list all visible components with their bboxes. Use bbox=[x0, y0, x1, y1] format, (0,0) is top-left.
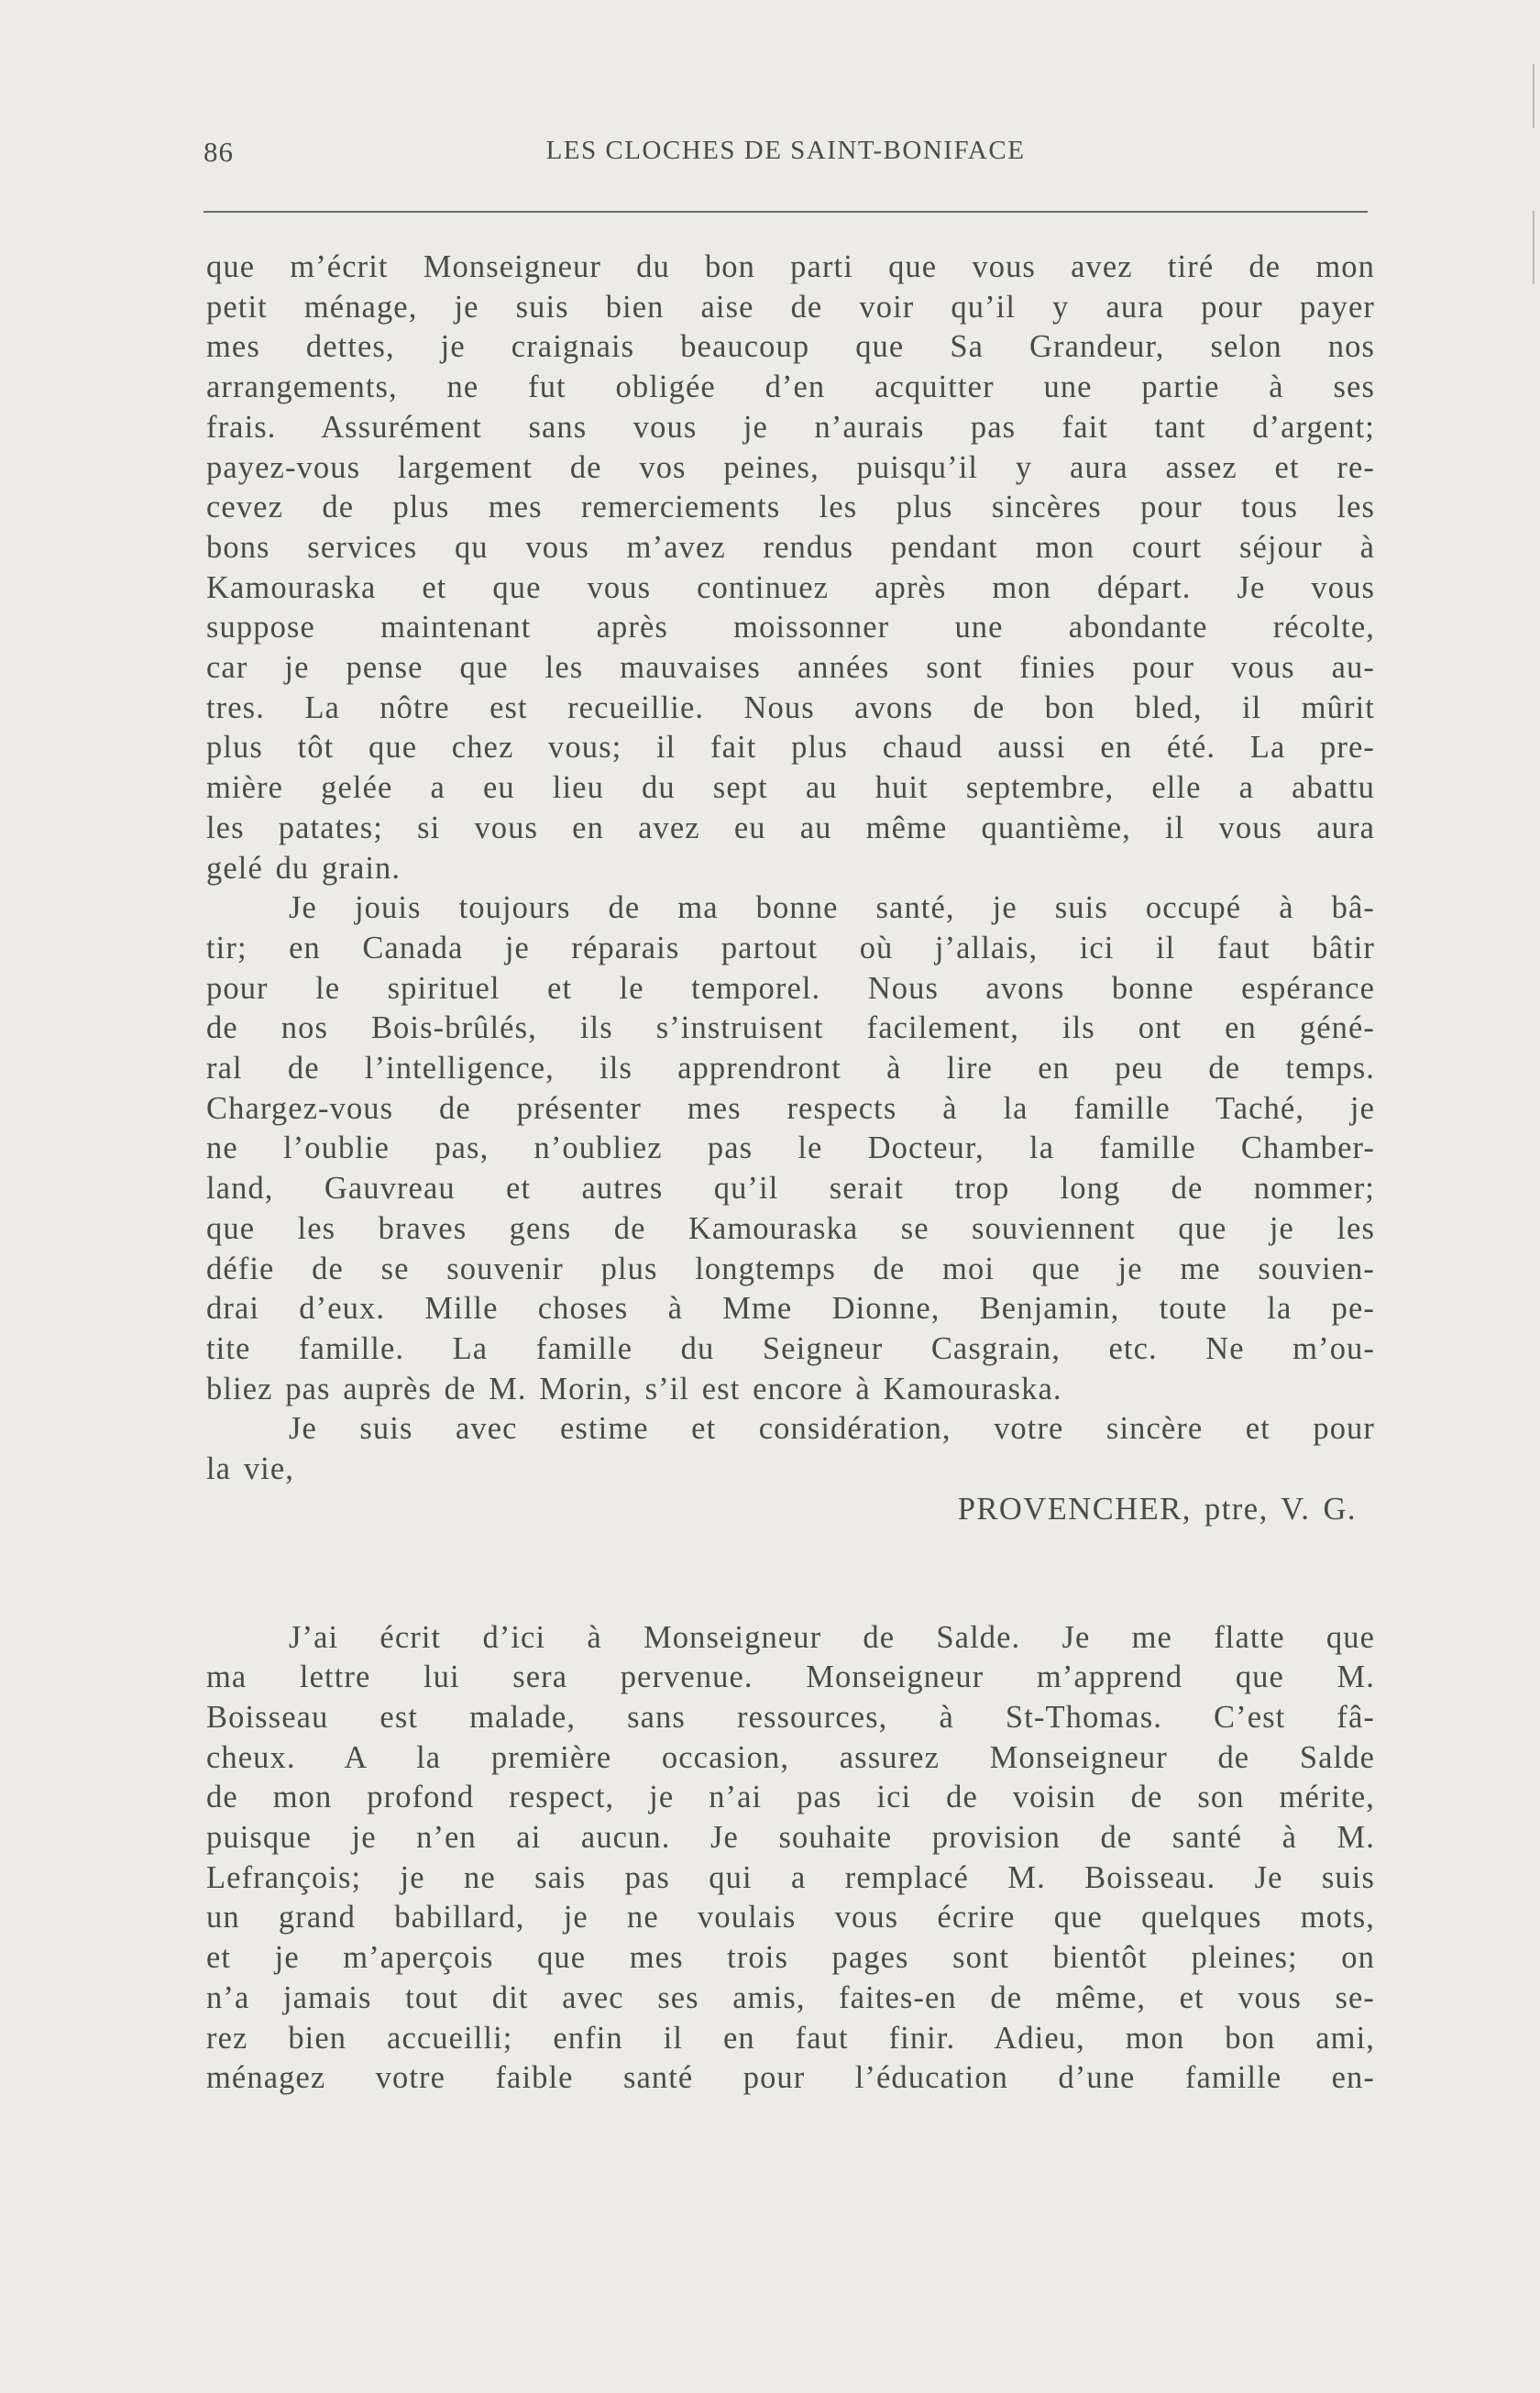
text-line: arrangements, ne fut obligée d’en acquitter une partie à ses bbox=[206, 369, 1375, 405]
text-line: car je pense que les mauvaises années sont finies pour vous au- bbox=[206, 650, 1375, 686]
text-line: gelé du grain. bbox=[206, 850, 402, 886]
text-line: tir; en Canada je réparais partout où j’allais, ici il faut bâtir bbox=[206, 930, 1375, 965]
running-title: LES CLOCHES DE SAINT-BONIFACE bbox=[545, 136, 1026, 165]
text-line: puisque je n’en ai aucun. Je souhaite provision de santé à M. bbox=[206, 1820, 1375, 1856]
text-line: n’a jamais tout dit avec ses amis, faites-en de même, et vous se- bbox=[206, 1979, 1375, 2015]
text-line: rez bien accueilli; enfin il en faut finir. Adieu, mon bon ami, bbox=[206, 2020, 1375, 2056]
text-line: mes dettes, je craignais beaucoup que Sa Grandeur, selon nos bbox=[206, 329, 1375, 365]
text-line: un grand babillard, je ne voulais vous écrire que quelques mots, bbox=[206, 1900, 1375, 1935]
text-line: que m’écrit Monseigneur du bon parti que vous avez tiré de mon bbox=[206, 249, 1375, 284]
text-line: drai d’eux. Mille choses à Mme Dionne, Benjamin, toute la pe- bbox=[206, 1291, 1375, 1327]
text-line: Lefrançois; je ne sais pas qui a remplacé M. Boisseau. Je suis bbox=[206, 1859, 1375, 1895]
text-line: suppose maintenant après moissonner une abondante récolte, bbox=[206, 610, 1375, 645]
text-line: ne l’oublie pas, n’oubliez pas le Docteur, la famille Chamber- bbox=[206, 1130, 1375, 1166]
text-line: mière gelée a eu lieu du sept au huit septembre, elle a abattu bbox=[206, 770, 1375, 806]
paragraph-1 bbox=[206, 248, 1375, 888]
text-line: cheux. A la première occasion, assurez Monseigneur de Salde bbox=[206, 1739, 1375, 1775]
text-line: de nos Bois-brûlés, ils s’instruisent facilement, ils ont en géné- bbox=[206, 1010, 1375, 1046]
text-line: que les braves gens de Kamouraska se souviennent que je les bbox=[206, 1210, 1375, 1246]
text-line: J’ai écrit d’ici à Monseigneur de Salde. Je me flatte que bbox=[289, 1619, 1375, 1655]
section-gap bbox=[206, 1530, 1375, 1618]
text-line: frais. Assurément sans vous je n’aurais pas fait tant d’argent; bbox=[206, 409, 1375, 445]
text-line: Je jouis toujours de ma bonne santé, je suis occupé à bâ- bbox=[289, 890, 1375, 926]
text-line: Chargez-vous de présenter mes respects à la famille Taché, je bbox=[206, 1090, 1375, 1126]
page-header bbox=[204, 136, 1368, 182]
paragraph-2 bbox=[206, 888, 1375, 1409]
text-line: ma lettre lui sera pervenue. Monseigneur m’apprend que M. bbox=[206, 1660, 1375, 1695]
header-rule bbox=[204, 211, 1368, 213]
text-line: de mon profond respect, je n’ai pas ici de voisin de son mérite, bbox=[206, 1780, 1375, 1815]
text-line: tite famille. La famille du Seigneur Casgrain, etc. Ne m’ou- bbox=[206, 1330, 1375, 1366]
text-line: petit ménage, je suis bien aise de voir qu’il y aura pour payer bbox=[206, 289, 1375, 325]
text-line: land, Gauvreau et autres qu’il serait trop long de nommer; bbox=[206, 1171, 1375, 1207]
text-line: cevez de plus mes remerciements les plus sincères pour tous les bbox=[206, 490, 1375, 525]
text-line: Boisseau est malade, sans ressources, à St-Thomas. C’est fâ- bbox=[206, 1699, 1375, 1735]
page-number: 86 bbox=[204, 136, 234, 168]
text-line: bons services qu vous m’avez rendus pendant mon court séjour à bbox=[206, 529, 1375, 565]
text-line: tres. La nôtre est recueillie. Nous avons de bon bled, il mûrit bbox=[206, 689, 1375, 725]
text-line: ral de l’intelligence, ils apprendront à lire en peu de temps. bbox=[206, 1051, 1375, 1086]
text-line: Kamouraska et que vous continuez après mon départ. Je vous bbox=[206, 569, 1375, 605]
text-line: la vie, bbox=[206, 1451, 294, 1487]
paragraph-3 bbox=[206, 1409, 1375, 1489]
signature: PROVENCHER, ptre, V. G. bbox=[957, 1491, 1357, 1527]
text-line: plus tôt que chez vous; il fait plus chaud aussi en été. La pre- bbox=[206, 730, 1375, 766]
text-line: bliez pas auprès de M. Morin, s’il est encore à Kamouraska. bbox=[206, 1371, 1062, 1406]
text-line: et je m’aperçois que mes trois pages sont bientôt pleines; on bbox=[206, 1940, 1375, 1976]
text-line: payez-vous largement de vos peines, puisqu’il y aura assez et re- bbox=[206, 449, 1375, 485]
text-line: pour le spirituel et le temporel. Nous avons bonne espérance bbox=[206, 970, 1375, 1006]
page-edge-mark bbox=[1533, 64, 1534, 128]
text-line: défie de se souvenir plus longtemps de moi que je me souvien- bbox=[206, 1251, 1375, 1286]
text-line: les patates; si vous en avez eu au même quantième, il vous aura bbox=[206, 810, 1375, 845]
postscript bbox=[206, 1618, 1375, 2099]
letter-body bbox=[206, 248, 1375, 2099]
text-line: Je suis avec estime et considération, votre sincère et pour bbox=[289, 1411, 1375, 1447]
text-line: ménagez votre faible santé pour l’éducation d’une famille en- bbox=[206, 2060, 1375, 2096]
page-edge-mark bbox=[1533, 211, 1534, 284]
